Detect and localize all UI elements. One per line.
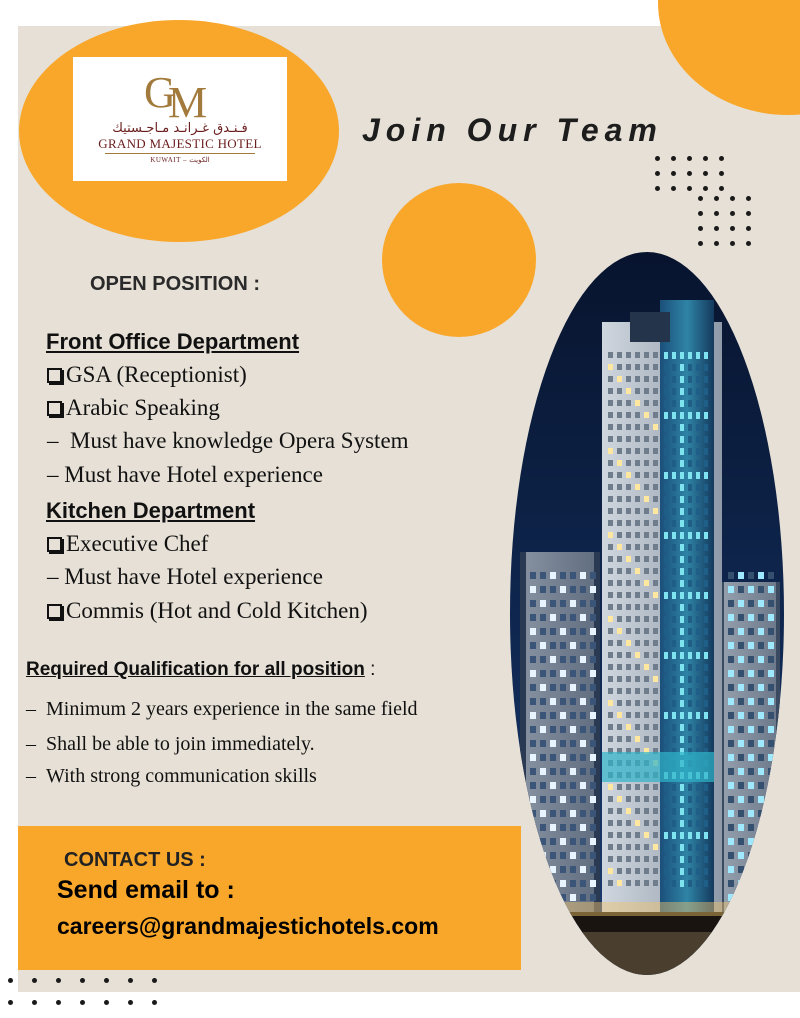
list-item: Commis (Hot and Cold Kitchen) [47,598,368,624]
checkbox-icon [47,604,62,619]
dot [719,156,724,161]
dot [655,186,660,191]
dot [56,1000,61,1005]
dot [56,978,61,983]
dash-icon: – [26,698,46,720]
logo-divider [105,153,255,154]
building-illustration [510,252,784,975]
dot [8,978,13,983]
dot [698,196,703,201]
dot [655,171,660,176]
list-item: GSA (Receptionist) [47,362,247,388]
dot [655,156,660,161]
headline: Join Our Team [362,112,663,148]
logo-monogram [140,68,220,127]
dot [104,978,109,983]
dot [714,211,719,216]
dash-icon: – [47,462,65,487]
dash-icon: – [26,765,46,787]
requirement-item: – Shall be able to join immediately. [26,733,315,755]
dot [687,156,692,161]
hotel-building-photo [510,252,784,975]
checkbox-icon [47,368,62,383]
send-email-label: Send email to : [57,876,235,904]
list-item: – Must have Hotel experience [47,462,323,487]
dot [714,241,719,246]
dot [719,171,724,176]
dot [152,978,157,983]
list-item: Executive Chef [47,531,208,557]
dot [703,156,708,161]
contact-email-link[interactable]: careers@grandmajestichotels.com [57,913,439,939]
checkbox-icon [47,537,62,552]
decorative-dot-grid-right-lower [698,196,751,246]
requirement-item: – With strong communication skills [26,765,317,787]
dot [746,196,751,201]
list-item: – Must have Hotel experience [47,564,323,589]
dot [128,978,133,983]
dot [32,978,37,983]
decorative-dot-grid-right [655,156,724,191]
dot [730,226,735,231]
list-item: Arabic Speaking [47,395,220,421]
logo-monogram-g: G [144,68,176,117]
department-front-office: Front Office Department [46,329,300,354]
dot [703,171,708,176]
dot [730,241,735,246]
dot [746,241,751,246]
dot [128,1000,133,1005]
dot [687,171,692,176]
hotel-logo [73,57,287,181]
dot [714,196,719,201]
open-position-label: OPEN POSITION : [90,273,261,295]
checkbox-icon [47,401,62,416]
decorative-dot-grid-bottom [8,978,157,1005]
dot [80,978,85,983]
logo-hotel-name: GRAND MAJESTIC HOTEL [98,136,262,151]
dot [32,1000,37,1005]
dash-icon: – [26,733,46,755]
dot [152,1000,157,1005]
dot [687,186,692,191]
dot [746,211,751,216]
logo-monogram-m: M [168,78,208,127]
dot [746,226,751,231]
dot [671,186,676,191]
dot [698,226,703,231]
dot [730,196,735,201]
decorative-circle-middle [382,183,536,337]
logo-arabic-name: فـنـدق غـرانـد مـاجـستيك [112,121,248,136]
dash-icon: – [47,428,70,453]
department-kitchen: Kitchen Department [46,498,256,523]
logo-subtitle: KUWAIT – الكويت [150,156,210,164]
contact-heading: CONTACT US : [64,849,206,871]
dot [671,156,676,161]
dot [714,226,719,231]
dot [104,1000,109,1005]
dot [671,171,676,176]
dot [698,241,703,246]
requirements-title: Required Qualification for all position : [26,659,376,680]
dot [698,211,703,216]
dot [703,186,708,191]
dot [719,186,724,191]
dot [730,211,735,216]
list-item: – Must have knowledge Opera System [47,428,409,453]
requirement-item: – Minimum 2 years experience in the same field [26,698,418,720]
dot [80,1000,85,1005]
dot [8,1000,13,1005]
dash-icon: – [47,564,65,589]
